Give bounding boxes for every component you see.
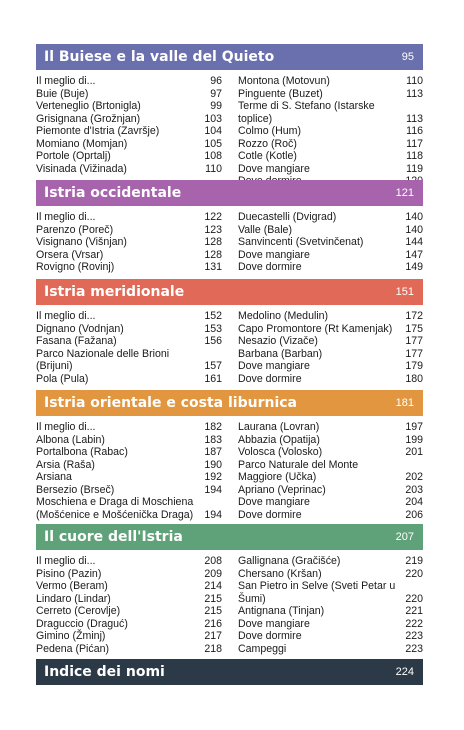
entry-page-number: 131 [204, 261, 222, 273]
entry-page-number: 113 [406, 87, 423, 100]
entry-title: Volosca (Volosko) [238, 446, 323, 458]
entry-title: Cotle (Kotle) [238, 150, 297, 162]
entry-title: Lindaro (Lindar) [36, 592, 111, 605]
toc-entry[interactable] [36, 75, 222, 88]
entry-page-number: 157 [204, 360, 222, 372]
toc-entry[interactable] [36, 496, 222, 521]
entry-title: Il meglio di... [36, 421, 96, 433]
entry-page-number: 223 [405, 630, 423, 642]
section-header[interactable] [36, 659, 423, 685]
entry-page-number: 96 [210, 75, 222, 87]
toc-entry[interactable] [36, 593, 222, 606]
entry-page-number: 204 [405, 496, 423, 508]
section-page-number: 224 [395, 666, 414, 678]
toc-entry[interactable] [36, 434, 222, 447]
section-header[interactable] [36, 279, 423, 305]
entry-title: Draguccio (Draguć) [36, 617, 128, 630]
entry-page-number: 199 [405, 433, 423, 446]
toc-entry[interactable] [238, 211, 423, 224]
entry-title: Duecastelli (Dvigrad) [238, 211, 337, 223]
entry-page-number: 219 [405, 555, 423, 567]
entry-page-number: 97 [210, 87, 222, 100]
entry-title: Visinada (Vižinada) [36, 162, 127, 175]
toc-entry[interactable] [238, 434, 423, 447]
toc-entry[interactable] [238, 605, 423, 618]
toc-entry[interactable] [36, 348, 222, 373]
toc-entry[interactable] [238, 373, 423, 386]
entry-page-number: 220 [405, 567, 423, 580]
toc-entry[interactable] [36, 249, 222, 262]
entry-page-number: 128 [204, 236, 222, 248]
entry-page-number: 113 [406, 112, 423, 125]
entry-title: Orsera (Vrsar) [36, 248, 104, 261]
toc-entry[interactable] [36, 630, 222, 643]
toc-entry[interactable] [238, 335, 423, 348]
toc-entry[interactable] [36, 568, 222, 581]
entry-title: Dove mangiare [238, 162, 310, 175]
entry-page-number: 153 [204, 322, 222, 335]
entry-title: Dove mangiare [238, 617, 310, 630]
entry-title: Dove dormire [238, 508, 302, 521]
toc-entry[interactable] [36, 113, 222, 126]
section-cuore-istria [36, 524, 423, 655]
entry-page-number: 149 [405, 261, 423, 273]
entries-left [36, 421, 222, 521]
toc-entry[interactable] [238, 643, 423, 656]
toc-entry[interactable] [36, 88, 222, 101]
section-page-number: 181 [395, 397, 414, 409]
section-header[interactable] [36, 44, 423, 70]
section-page-number: 151 [395, 286, 414, 298]
entry-title: Pola (Pula) [36, 372, 89, 385]
entry-page-number: 216 [204, 617, 222, 630]
section-istria-occidentale [36, 180, 423, 274]
entry-title: Parco Nazionale delle Brioni (Brijuni) [36, 347, 170, 372]
section-indice-nomi [36, 659, 423, 685]
entry-page-number: 177 [405, 335, 423, 347]
entry-title: Valle (Bale) [238, 223, 292, 236]
entry-title: Pinguente (Buzet) [238, 87, 323, 100]
entry-page-number: 223 [405, 642, 423, 655]
entry-title: Portalbona (Rabac) [36, 446, 128, 458]
entry-page-number: 156 [204, 335, 222, 347]
toc-entry[interactable] [238, 568, 423, 581]
toc-entry[interactable] [238, 163, 423, 176]
entry-title: Rovigno (Rovinj) [36, 261, 115, 273]
entry-title: Capo Promontore (Rt Kamenjak) [238, 322, 393, 335]
entry-page-number: 197 [405, 421, 423, 433]
entry-title: Buie (Buje) [36, 87, 89, 100]
entry-page-number: 147 [405, 248, 423, 261]
toc-entry[interactable] [238, 618, 423, 631]
entry-title: Laurana (Lovran) [238, 421, 320, 433]
entry-title: Antignana (Tinjan) [238, 605, 325, 617]
entry-page-number: 140 [405, 223, 423, 236]
entry-page-number: 190 [204, 458, 222, 471]
entry-page-number: 144 [405, 236, 423, 248]
entry-page-number: 152 [204, 310, 222, 322]
entry-page-number: 105 [204, 137, 222, 150]
entry-page-number: 206 [405, 508, 423, 521]
entry-title: Parenzo (Poreč) [36, 223, 114, 236]
entry-page-number: 118 [406, 150, 423, 162]
entry-page-number: 214 [204, 580, 222, 592]
entry-page-number: 104 [204, 125, 222, 137]
toc-entry[interactable] [36, 471, 222, 484]
entries-right [238, 310, 423, 385]
entry-title: Dignano (Vodnjan) [36, 322, 124, 335]
entry-title: Momiano (Momjan) [36, 137, 128, 150]
entries-left [36, 75, 222, 188]
section-header[interactable] [36, 390, 423, 416]
entry-title: Vermo (Beram) [36, 580, 108, 592]
entry-title: Nesazio (Vizače) [238, 335, 318, 347]
toc-entry[interactable] [36, 150, 222, 163]
toc-entry[interactable] [238, 75, 423, 88]
section-buiese [36, 44, 423, 188]
entry-title: Il meglio di... [36, 75, 96, 87]
toc-entry[interactable] [238, 224, 423, 237]
toc-entry[interactable] [238, 249, 423, 262]
entry-page-number: 117 [406, 137, 423, 150]
toc-entry[interactable] [36, 138, 222, 151]
section-page-number: 121 [395, 187, 414, 199]
entry-page-number: 215 [204, 592, 222, 605]
entry-title: Dove dormire [238, 630, 302, 642]
toc-entry[interactable] [238, 630, 423, 643]
entry-page-number: 215 [204, 605, 222, 617]
entry-title: Arsia (Raša) [36, 458, 95, 471]
entry-title: Dove dormire [238, 261, 302, 273]
section-title: Il Buiese e la valle del Quieto [44, 49, 275, 65]
toc-entry[interactable] [238, 323, 423, 336]
entry-title: Medolino (Medulin) [238, 310, 329, 322]
entry-title: Abbazia (Opatija) [238, 433, 320, 446]
entry-title: Bersezio (Brseč) [36, 483, 115, 496]
section-title: Istria orientale e costa liburnica [44, 395, 297, 411]
toc-entry[interactable] [36, 555, 222, 568]
toc-entry[interactable] [36, 643, 222, 656]
entry-title: Arsiana [36, 471, 72, 483]
entry-page-number: 182 [204, 421, 222, 433]
entry-title: Cerreto (Cerovlje) [36, 605, 121, 617]
section-title: Il cuore dell'Istria [44, 529, 183, 545]
section-istria-meridionale [36, 279, 423, 385]
toc-entry[interactable] [238, 496, 423, 509]
section-header[interactable] [36, 180, 423, 206]
entry-page-number: 187 [204, 446, 222, 458]
entry-page-number: 192 [204, 471, 222, 483]
toc-entry[interactable] [238, 484, 423, 497]
entry-page-number: 116 [406, 125, 423, 137]
toc-entry[interactable] [238, 580, 423, 605]
entry-page-number: 122 [204, 211, 222, 223]
entry-title: Parco Naturale del Monte Maggiore (Učka) [238, 458, 359, 483]
toc-entry[interactable] [238, 555, 423, 568]
entry-page-number: 218 [204, 642, 222, 655]
entry-title: Dove mangiare [238, 360, 310, 372]
entries-left [36, 310, 222, 385]
entry-title: Grisignana (Grožnjan) [36, 112, 141, 125]
entry-title: Chersano (Kršan) [238, 567, 322, 580]
toc-entry[interactable] [238, 125, 423, 138]
entry-page-number: 220 [405, 592, 423, 605]
entry-title: Colmo (Hum) [238, 125, 301, 137]
section-istria-orientale [36, 390, 423, 521]
entry-title: Campeggi [238, 642, 287, 655]
toc-entry[interactable] [36, 373, 222, 386]
toc-entry[interactable] [36, 446, 222, 459]
entries-right [238, 421, 423, 521]
entry-page-number: 194 [204, 483, 222, 496]
entry-title: Dove mangiare [238, 248, 310, 261]
entry-page-number: 99 [210, 100, 222, 112]
entry-title: Dove mangiare [238, 496, 310, 508]
toc-entry[interactable] [36, 605, 222, 618]
entry-title: Moschiena e Draga di Moschiena (Mošćenice e Mošćenička Draga) [36, 496, 194, 521]
entry-page-number: 161 [204, 372, 222, 385]
entry-page-number: 140 [405, 211, 423, 223]
entry-title: Verteneglio (Brtonigla) [36, 100, 141, 112]
entry-title: Visignano (Višnjan) [36, 236, 127, 248]
entry-page-number: 194 [204, 508, 222, 521]
entry-page-number: 221 [405, 605, 423, 617]
entry-title: Il meglio di... [36, 310, 96, 322]
entry-page-number: 119 [406, 162, 423, 175]
entry-page-number: 128 [204, 248, 222, 261]
toc-entry[interactable] [238, 150, 423, 163]
entries-right [238, 75, 423, 188]
entry-page-number: 172 [405, 310, 423, 322]
toc-entry[interactable] [238, 421, 423, 434]
entries-right [238, 211, 423, 274]
entry-page-number: 217 [204, 630, 222, 642]
entry-title: Portole (Oprtalj) [36, 150, 111, 162]
section-title: Indice dei nomi [44, 664, 165, 680]
entry-title: Piemonte d'Istria (Završje) [36, 125, 160, 137]
entry-page-number: 179 [405, 360, 423, 372]
entry-page-number: 103 [204, 112, 222, 125]
entry-page-number: 208 [204, 555, 222, 567]
entries-right [238, 555, 423, 655]
toc-entry[interactable] [238, 348, 423, 361]
toc-entry[interactable] [238, 236, 423, 249]
entry-page-number: 110 [406, 75, 423, 87]
toc-entry[interactable] [36, 100, 222, 113]
entry-page-number: 177 [405, 347, 423, 360]
toc-entry[interactable] [36, 580, 222, 593]
section-title: Istria occidentale [44, 185, 182, 201]
section-page-number: 95 [401, 51, 414, 63]
toc-entry[interactable] [36, 163, 222, 176]
toc-entry[interactable] [36, 261, 222, 274]
entries-left [36, 555, 222, 655]
entry-title: Sanvincenti (Svetvinčenat) [238, 236, 364, 248]
entry-title: San Pietro in Selve (Sveti Petar u Šumi) [238, 580, 396, 605]
entries-left [36, 211, 222, 274]
section-title: Istria meridionale [44, 284, 185, 300]
toc-entry[interactable] [36, 125, 222, 138]
toc-entry[interactable] [36, 224, 222, 237]
toc-entry[interactable] [36, 236, 222, 249]
entry-page-number: 222 [405, 617, 423, 630]
entry-title: Gimino (Žminj) [36, 630, 106, 642]
toc-entry[interactable] [36, 211, 222, 224]
toc-entry[interactable] [36, 459, 222, 472]
entry-page-number: 123 [204, 223, 222, 236]
toc-entry[interactable] [238, 360, 423, 373]
toc-entry[interactable] [238, 446, 423, 459]
toc-entry[interactable] [36, 310, 222, 323]
entry-title: Montona (Motovun) [238, 75, 330, 87]
toc-entry[interactable] [238, 100, 423, 125]
toc-entry[interactable] [36, 323, 222, 336]
entry-title: Albona (Labin) [36, 433, 105, 446]
entry-title: Il meglio di... [36, 555, 96, 567]
toc-entry[interactable] [238, 310, 423, 323]
toc-entry[interactable] [238, 261, 423, 274]
toc-entry[interactable] [36, 421, 222, 434]
entry-page-number: 180 [405, 372, 423, 385]
entry-page-number: 110 [205, 162, 222, 175]
toc-entry[interactable] [238, 88, 423, 101]
toc-entry[interactable] [36, 335, 222, 348]
entry-title: Gallignana (Gračišće) [238, 555, 341, 567]
entry-page-number: 108 [204, 150, 222, 162]
entry-title: Apriano (Veprinac) [238, 483, 326, 496]
entry-page-number: 175 [405, 322, 423, 335]
toc-entry[interactable] [238, 509, 423, 522]
entry-title: Fasana (Fažana) [36, 335, 117, 347]
toc-entry[interactable] [238, 459, 423, 484]
toc-entry[interactable] [36, 618, 222, 631]
entry-page-number: 209 [204, 567, 222, 580]
entry-page-number: 203 [405, 483, 423, 496]
entry-page-number: 202 [405, 471, 423, 483]
entry-page-number: 183 [204, 433, 222, 446]
toc-entry[interactable] [36, 484, 222, 497]
section-header[interactable] [36, 524, 423, 550]
entry-title: Il meglio di... [36, 211, 96, 223]
section-page-number: 207 [395, 531, 414, 543]
entry-title: Terme di S. Stefano (Istarske toplice) [238, 100, 375, 125]
entry-title: Barbana (Barban) [238, 347, 323, 360]
entry-title: Rozzo (Roč) [238, 137, 297, 150]
entry-title: Pisino (Pazin) [36, 567, 102, 580]
toc-entry[interactable] [238, 138, 423, 151]
entry-title: Dove dormire [238, 372, 302, 385]
entry-page-number: 201 [405, 446, 423, 458]
entry-title: Pedena (Pićan) [36, 642, 110, 655]
